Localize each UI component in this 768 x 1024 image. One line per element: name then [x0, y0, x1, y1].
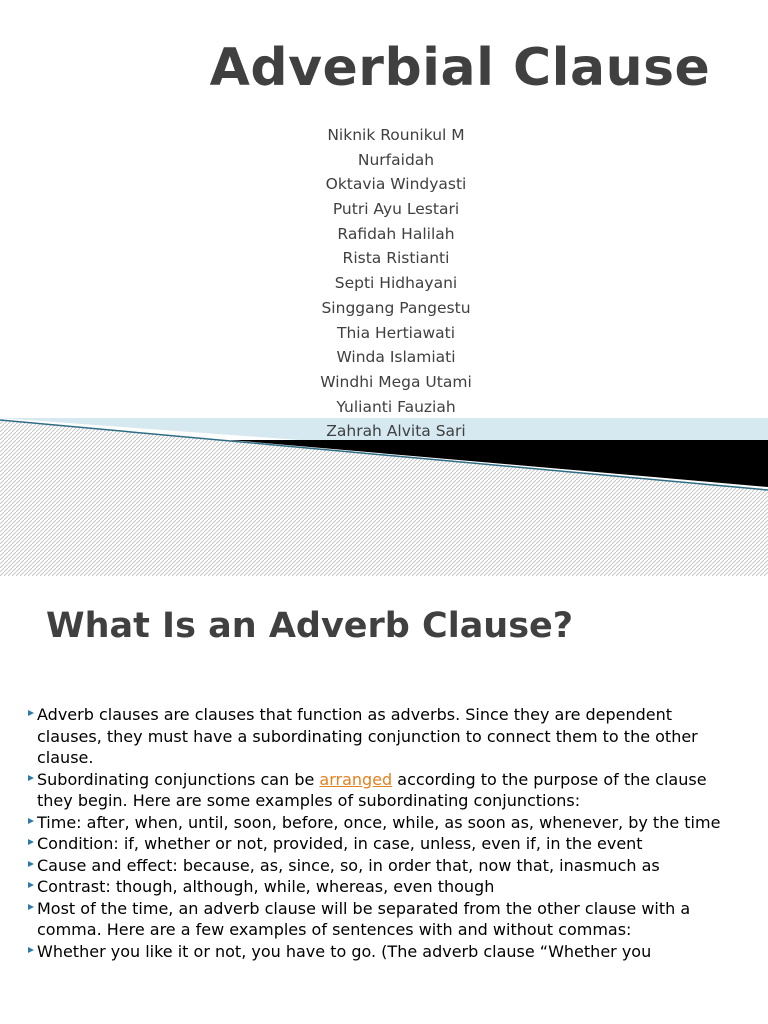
bullet-arrow-icon — [28, 947, 34, 953]
bullet-item — [28, 769, 728, 812]
author-name: Putri Ayu Lestari — [332, 200, 460, 219]
bullet-text: Time: after, when, until, soon, before, once, while, as soon as, whenever, by the time — [37, 812, 721, 832]
author-name: Singgang Pangestu — [321, 298, 471, 317]
arranged-link[interactable]: arranged — [319, 769, 393, 789]
author-list — [246, 123, 546, 444]
bullet-arrow-icon — [28, 839, 34, 845]
bullet-text: Whether you like it or not, you have to go. (The adverb clause “Whether you — [37, 941, 652, 961]
bullet-text: Contrast: though, although, while, whereas, even though — [37, 877, 495, 896]
author-name: Yulianti Fauziah — [336, 397, 456, 416]
bullet-arrow-icon — [28, 775, 34, 781]
bullet-item — [28, 812, 728, 834]
bullet-list — [28, 704, 728, 962]
bullet-item — [28, 876, 728, 898]
bullet-text: Subordinating conjunctions can be — [37, 769, 320, 789]
bullet-arrow-icon — [28, 882, 34, 888]
bullet-arrow-icon — [28, 710, 34, 716]
bullet-item — [28, 833, 728, 855]
bullet-arrow-icon — [28, 861, 34, 867]
author-name: Windhi Mega Utami — [320, 372, 472, 391]
author-name: Winda Islamiati — [336, 348, 456, 367]
author-name: Thia Hertiawati — [336, 323, 456, 342]
bullet-arrow-icon — [28, 818, 34, 824]
bullet-item — [28, 898, 728, 941]
slide-2 — [0, 576, 768, 1024]
bullet-text: Condition: if, whether or not, provided, in case, unless, even if, in the event — [37, 834, 643, 853]
bullet-text: Most of the time, an adverb clause will be separated from the other clause with a comma. Here are a few examples of sentences with and without commas: — [37, 898, 691, 939]
bullet-item — [28, 704, 728, 769]
presentation-title: Adverbial Clause — [209, 38, 711, 98]
author-name: Rafidah Halilah — [337, 224, 455, 243]
bullet-arrow-icon — [28, 904, 34, 910]
bullet-item — [28, 941, 728, 963]
bullet-text: Adverb clauses are clauses that function as adverbs. Since they are dependent clauses, they must have a subordinating conjunction to connect them to the other clause. — [37, 705, 698, 767]
author-name: Niknik Rounikul M — [327, 126, 465, 144]
author-name: Rista Ristianti — [342, 249, 450, 268]
slide-title: What Is an Adverb Clause? — [46, 606, 574, 646]
author-name: Nurfaidah — [357, 150, 435, 169]
author-name: Septi Hidhayani — [334, 274, 458, 293]
bullet-item — [28, 855, 728, 877]
author-name: Oktavia Windyasti — [325, 175, 467, 194]
bullet-text: according to the purpose of the clause they begin. Here are some examples of subordinating conjunctions: — [37, 769, 707, 810]
bullet-text: Cause and effect: because, as, since, so, in order that, now that, inasmuch as — [37, 855, 660, 875]
author-name: Zahrah Alvita Sari — [326, 422, 466, 441]
